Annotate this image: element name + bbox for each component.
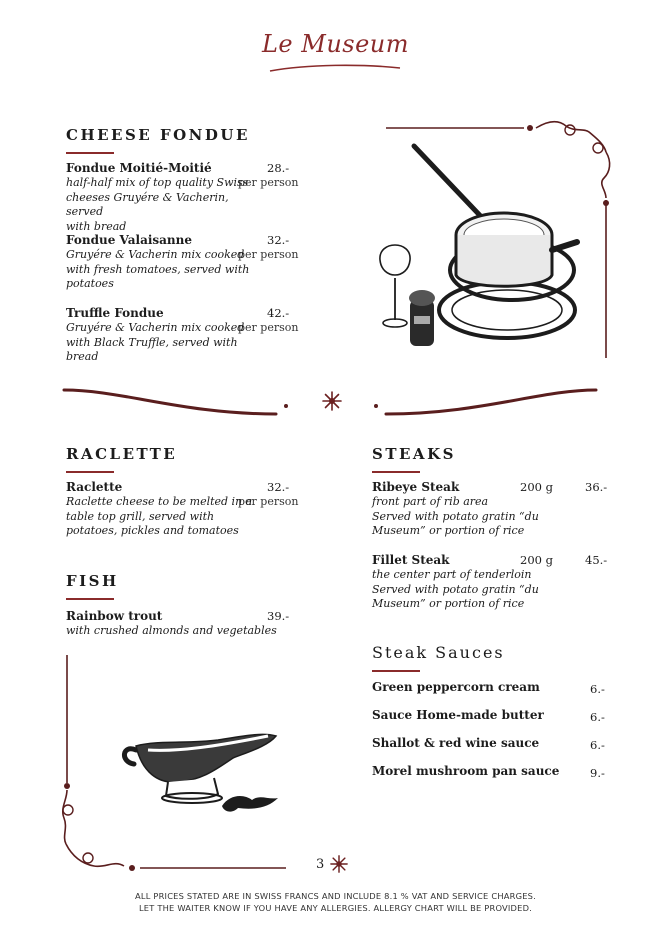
sauce-item-name: Morel mushroom pan sauce [372,764,560,778]
menu-item-name: Ribeye Steak [372,480,460,494]
menu-item-price: 36.- [585,480,608,494]
desc-line: Served with potato gratin “du [372,582,539,596]
menu-item-unit: per person [238,176,299,189]
page-number: 3 [316,857,325,872]
sauce-item-price: 9.- [590,766,605,780]
raclette-title: RACLETTE [66,445,178,463]
sauce-item-price: 6.- [590,738,605,752]
desc-line: the center part of tenderloin [372,568,532,581]
menu-item-price: 42.- [267,306,290,320]
menu-item-unit: per person [238,321,299,334]
desc-line: Museum” or portion of rice [372,597,525,610]
section-rule [66,598,114,600]
desc-line: potatoes, pickles and tomatoes [66,524,239,537]
menu-item-description [66,624,286,639]
menu-item-weight: 200 g [520,480,553,494]
menu-item-name: Raclette [66,480,123,494]
cheese-fondue-title: CHEESE FONDUE [66,126,250,144]
menu-item-description [66,495,256,539]
steaks-title: STEAKS [372,445,456,463]
menu-item-weight: 200 g [520,553,553,567]
desc-line: Gruyére & Vacherin mix cooked [66,248,245,261]
logo-text: Le Museum [261,30,410,58]
sauce-item-price: 6.- [590,682,605,696]
menu-item-description [66,321,256,365]
menu-item-unit: per person [238,248,299,261]
desc-line: potatoes [66,277,114,290]
steak-sauces-title: Steak Sauces [372,643,505,662]
section-rule [66,152,114,154]
gravy-boat-illustration [118,728,283,818]
desc-line: half-half mix of top quality Swiss [66,176,249,189]
sauce-item-name: Sauce Home-made butter [372,708,544,722]
desc-line: table top grill, served with [66,509,215,523]
menu-item-name: Truffle Fondue [66,306,164,320]
desc-line: with Black Truffle, served with [66,335,238,349]
menu-item-name: Fondue Moitié-Moitié [66,161,212,175]
menu-item-name: Rainbow trout [66,609,163,623]
section-rule [372,471,420,473]
menu-item-price: 32.- [267,480,290,494]
sauce-item-price: 6.- [590,710,605,724]
menu-item-price: 28.- [267,161,290,175]
menu-item-name: Fillet Steak [372,553,450,567]
desc-line: Served with potato gratin “du [372,509,539,523]
menu-item-description [66,248,256,292]
desc-line: front part of rib area [372,495,489,508]
desc-line: Gruyére & Vacherin mix cooked [66,321,245,334]
divider-left [62,384,292,420]
fish-title: FISH [66,572,119,590]
right-vertical-rule [603,200,609,360]
menu-item-price: 32.- [267,233,290,247]
logo [0,30,671,58]
edelweiss-icon [330,855,348,873]
desc-line: with bread [66,219,127,233]
desc-line: with fresh tomatoes, served with [66,262,250,276]
fondue-pot-illustration [372,140,582,355]
menu-item-name: Fondue Valaisanne [66,233,193,247]
left-vertical-rule [64,655,70,785]
footer-line: ALL PRICES STATED ARE IN SWISS FRANCS AND INCLUDE 8.1 % VAT AND SERVICE CHARGES. [135,891,536,901]
sauce-item-name: Shallot & red wine sauce [372,736,540,750]
desc-line: cheeses Gruyére & Vacherin, served [66,190,229,218]
menu-item-description [66,176,256,234]
logo-swash [268,62,403,74]
desc-line: bread [66,350,99,363]
footer-notice [0,890,671,914]
section-rule [372,670,420,672]
menu-item-description [372,495,552,539]
sauce-item-name: Green peppercorn cream [372,680,540,694]
menu-item-price: 45.- [585,553,608,567]
footer-line: LET THE WAITER KNOW IF YOU HAVE ANY ALLERGIES. ALLERGY CHART WILL BE PROVIDED. [138,903,533,913]
section-rule [66,471,114,473]
desc-line: Museum” or portion of rice [372,524,525,537]
menu-item-unit: per person [238,495,299,508]
divider-right [370,384,600,420]
edelweiss-icon [322,391,342,411]
desc-line: Raclette cheese to be melted in a [66,495,253,508]
desc-line: with crushed almonds and vegetables [66,624,277,637]
menu-item-description [372,568,552,612]
menu-item-price: 39.- [267,609,290,623]
